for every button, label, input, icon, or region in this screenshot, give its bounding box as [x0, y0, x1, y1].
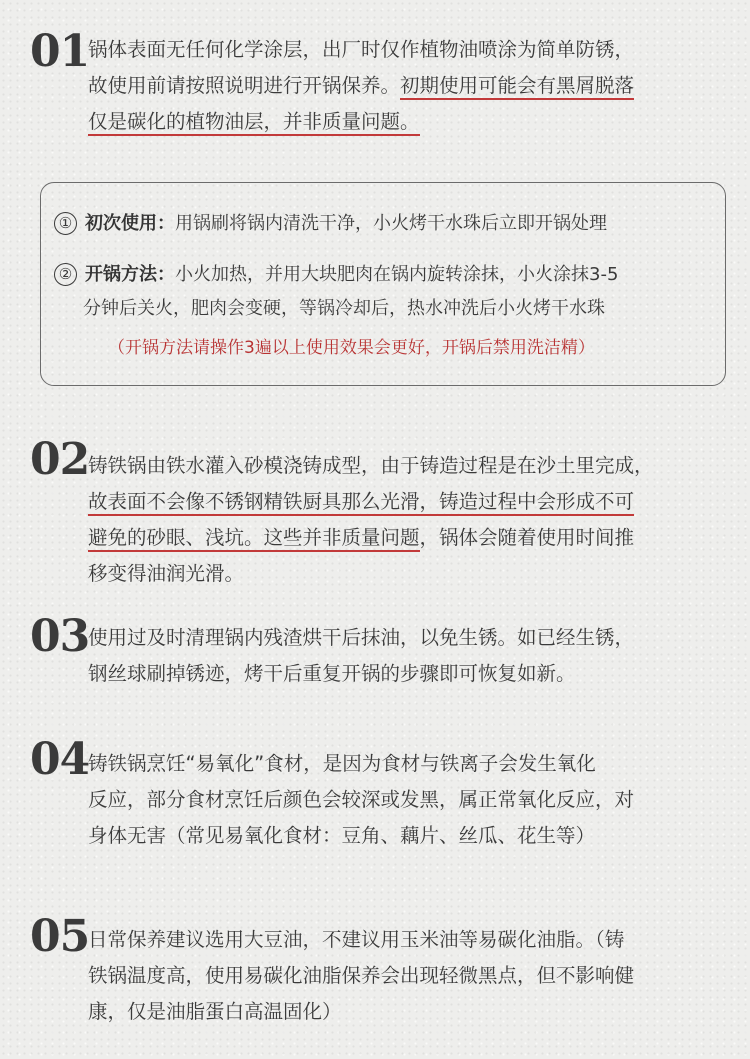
- text-line: 钢丝球刷掉锈迹，烤干后重复开锅的步骤即可恢复如新。: [88, 662, 576, 685]
- section-number: 01: [30, 26, 90, 77]
- text-line: 反应，部分食材烹饪后颜色会较深或发黑，属正常氧化反应，对: [88, 788, 635, 811]
- text-line: [88, 484, 728, 520]
- section-number: 04: [30, 734, 90, 785]
- text-line: 使用过及时清理锅内残渣烘干后抹油，以免生锈。如已经生锈，: [88, 626, 635, 649]
- section-number: 05: [30, 911, 90, 962]
- section-text: [88, 448, 728, 592]
- section-number: 03: [30, 611, 90, 662]
- text-line: 锅体表面无任何化学涂层，出厂时仅作植物油喷涂为简单防锈，: [88, 38, 635, 61]
- section-text: [88, 32, 728, 140]
- step-seasoning-method-cont: 分钟后关火，肥肉会变硬，等锅冷却后，热水冲洗后小火烤干水珠: [83, 298, 605, 319]
- step-label: 初次使用：: [85, 213, 175, 234]
- section-number: 02: [30, 434, 90, 485]
- text-line: 铸铁锅由铁水灌入砂模浇铸成型，由于铸造过程是在沙土里完成，: [88, 454, 654, 477]
- text-line: 日常保养建议选用大豆油，不建议用玉米油等易碳化油脂。（铸: [88, 928, 625, 951]
- step-number-badge: ①: [54, 212, 77, 235]
- highlighted-text: 避免的砂眼、浅坑。这些并非质量问题: [88, 526, 420, 552]
- highlighted-text: 初期使用可能会有黑屑脱落: [400, 74, 634, 100]
- text-line: 铸铁锅烹饪“易氧化”食材，是因为食材与铁离子会发生氧化: [88, 752, 596, 775]
- section-text: [88, 620, 728, 692]
- text-line: 身体无害（常见易氧化食材：豆角、藕片、丝瓜、花生等）: [88, 824, 596, 847]
- text-line: 故使用前请按照说明进行开锅保养。初期使用可能会有黑屑脱落: [88, 68, 728, 104]
- step-label: 开锅方法：: [85, 264, 175, 285]
- section-text: [88, 746, 728, 854]
- step-first-use: ① 初次使用：用锅刷将锅内清洗干净，小火烤干水珠后立即开锅处理: [54, 207, 607, 241]
- text-line: 移变得油润光滑。: [88, 562, 245, 585]
- seasoning-note: （开锅方法请操作3遍以上使用效果会更好，开锅后禁用洗洁精）: [108, 338, 595, 358]
- highlighted-text: 故表面不会像不锈钢精铁厨具那么光滑，铸造过程中会形成不可: [88, 490, 634, 516]
- text-line: 铁锅温度高，使用易碳化油脂保养会出现轻微黑点，但不影响健: [88, 964, 635, 987]
- step-seasoning-method: ② 开锅方法：小火加热，并用大块肥肉在锅内旋转涂抹，小火涂抹3-5: [54, 258, 618, 292]
- text-line: 避免的砂眼、浅坑。这些并非质量问题，锅体会随着使用时间推: [88, 520, 728, 556]
- highlighted-text: 仅是碳化的植物油层，并非质量问题。: [88, 110, 420, 136]
- step-number-badge: ②: [54, 263, 77, 286]
- text-line: 康，仅是油脂蛋白高温固化）: [88, 1000, 342, 1023]
- text-line: [88, 104, 728, 140]
- section-text: [88, 922, 728, 1030]
